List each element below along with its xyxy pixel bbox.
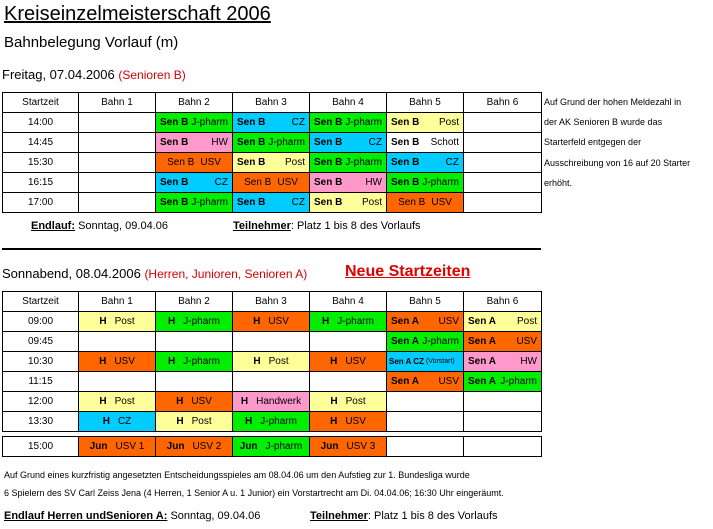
start-time: 14:00 [3, 113, 79, 133]
endlauf-label: Endlauf Herren undSenioren A: [4, 510, 168, 522]
lane-entry [312, 157, 384, 168]
header-startzeit: Startzeit [3, 93, 79, 113]
lane-entry [389, 137, 461, 148]
entry-club: J-pharm [345, 157, 382, 168]
lane-cell [79, 173, 156, 193]
lane-row [3, 173, 542, 193]
lane-entry [312, 356, 384, 367]
header-row [3, 93, 542, 113]
lane-entry [158, 197, 230, 208]
lane-entry [389, 357, 461, 366]
entry-club: USV [191, 396, 212, 407]
lane-entry [235, 356, 307, 367]
lane-cell [79, 133, 156, 153]
lane-cell [79, 392, 156, 412]
lane-cell [233, 392, 310, 412]
entry-group: H [99, 396, 107, 407]
entry-club: CZ [368, 137, 382, 148]
day1-heading [2, 67, 186, 82]
lane-cell [233, 133, 310, 153]
lane-entry [81, 356, 153, 367]
lane-cell [310, 412, 387, 432]
entry-group: Sen B [160, 137, 189, 148]
lane-entry [312, 117, 384, 128]
lane-cell [464, 173, 542, 193]
entry-club: USV [516, 336, 537, 347]
entry-group: H [330, 416, 338, 427]
teilnehmer-value: : Platz 1 bis 8 des Vorlaufs [367, 510, 498, 522]
header-bahn: Bahn 4 [310, 292, 387, 312]
entry-group: Sen A [391, 376, 419, 387]
header-bahn: Bahn 6 [464, 93, 542, 113]
lane-entry [312, 416, 384, 427]
lane-entry [312, 316, 384, 327]
lane-entry [158, 137, 230, 148]
lane-cell [464, 193, 542, 213]
entry-group: Sen A [391, 316, 419, 327]
lane-entry [158, 316, 230, 327]
lane-cell [79, 332, 156, 352]
entry-group: H [322, 316, 330, 327]
entry-group: Sen B [237, 117, 266, 128]
junior-lane-table [2, 436, 542, 457]
entry-club: USV [345, 416, 366, 427]
header-startzeit: Startzeit [3, 292, 79, 312]
entry-club: Post [345, 396, 366, 407]
lane-cell [156, 133, 233, 153]
lane-cell [310, 113, 387, 133]
lane-entry [466, 376, 539, 387]
lane-cell [310, 352, 387, 372]
lane-entry [158, 416, 230, 427]
lane-cell [310, 312, 387, 332]
entry-club: J-pharm [422, 177, 459, 188]
day1-group: (Senioren B) [118, 68, 186, 82]
entry-group: H [99, 316, 107, 327]
lane-entry [312, 396, 384, 407]
lane-cell [79, 437, 156, 457]
entry-club: CZ [214, 177, 228, 188]
entry-club: J-pharm [500, 376, 537, 387]
entry-group: Sen B [314, 197, 343, 208]
entry-club: Post [114, 316, 135, 327]
lane-cell [156, 412, 233, 432]
header-bahn: Bahn 2 [156, 93, 233, 113]
header-bahn: Bahn 4 [310, 93, 387, 113]
entry-club: USV [277, 177, 298, 188]
lane-cell [79, 352, 156, 372]
sidenote-line: Ausschreibung von 16 auf 20 Starter [544, 157, 691, 168]
lane-entry [389, 177, 461, 188]
lane-cell [79, 412, 156, 432]
lane-cell [156, 173, 233, 193]
entry-club: USV [438, 376, 459, 387]
lane-cell [387, 372, 464, 392]
lane-cell [79, 113, 156, 133]
endlauf-value: Sonntag, 09.04.06 [78, 220, 168, 232]
entry-group: H [168, 316, 176, 327]
entry-club: USV 1 [115, 441, 145, 452]
header-bahn: Bahn 1 [79, 93, 156, 113]
entry-group: Jun [89, 441, 108, 452]
day1-teilnehmer [233, 220, 421, 232]
lane-entry [235, 117, 307, 128]
lane-cell [156, 113, 233, 133]
entry-group: Sen B [314, 137, 343, 148]
lane-cell [464, 312, 542, 332]
teilnehmer-value: : Platz 1 bis 8 des Vorlaufs [290, 220, 421, 232]
header-bahn: Bahn 5 [387, 93, 464, 113]
entry-club: J-pharm [183, 316, 220, 327]
entry-club: J-pharm [268, 137, 305, 148]
entry-club: USV [431, 197, 452, 208]
entry-club: Post [438, 117, 459, 128]
lane-cell [233, 193, 310, 213]
entry-group: H [176, 396, 184, 407]
day2-heading [2, 266, 307, 281]
lane-cell [156, 437, 233, 457]
entry-group: H [253, 356, 261, 367]
lane-cell [464, 392, 542, 412]
lane-entry [81, 396, 153, 407]
day1-lane-table [2, 92, 542, 213]
header-bahn: Bahn 5 [387, 292, 464, 312]
day2-teilnehmer [310, 510, 498, 522]
entry-group: Sen B [314, 157, 343, 168]
entry-club: CZ [291, 197, 305, 208]
lane-row [3, 153, 542, 173]
entry-club: Post [361, 197, 382, 208]
entry-club: USV [114, 356, 135, 367]
day2-lane-table [2, 291, 542, 432]
entry-group: Sen B [244, 177, 272, 188]
entry-group: Sen A [391, 336, 419, 347]
entry-group: Jun [166, 441, 185, 452]
lane-cell [310, 133, 387, 153]
entry-group: Sen A CZ [389, 357, 424, 366]
lane-entry [81, 416, 153, 427]
lane-cell [310, 332, 387, 352]
lane-cell [464, 372, 542, 392]
start-time: 11:15 [3, 372, 79, 392]
entry-club: USV [200, 157, 221, 168]
lane-cell [156, 312, 233, 332]
lane-entry [466, 336, 539, 347]
day2-date: Sonnabend, 08.04.2006 [2, 266, 141, 281]
lane-cell [464, 133, 542, 153]
entry-group: Sen B [237, 197, 266, 208]
lane-row [3, 193, 542, 213]
lane-cell [310, 437, 387, 457]
entry-group: H [176, 416, 184, 427]
entry-group: Sen A [468, 356, 496, 367]
entry-club: CZ [445, 157, 459, 168]
entry-group: Sen B [167, 157, 195, 168]
lane-cell [310, 153, 387, 173]
entry-club: Post [268, 356, 289, 367]
start-time: 14:45 [3, 133, 79, 153]
entry-group: Sen B [391, 157, 420, 168]
lane-entry [81, 441, 153, 452]
sidenote-line: erhöht. [544, 177, 573, 188]
entry-group: Sen B [237, 137, 266, 148]
new-start-times-notice: Neue Startzeiten [345, 263, 471, 280]
entry-group: Sen B [314, 177, 343, 188]
lane-cell [464, 352, 542, 372]
lane-entry [158, 356, 230, 367]
entry-club: USV [345, 356, 366, 367]
lane-cell [464, 437, 542, 457]
lane-cell [310, 193, 387, 213]
lane-cell [310, 173, 387, 193]
lane-cell [387, 352, 464, 372]
lane-entry [81, 316, 153, 327]
entry-club: USV 2 [192, 441, 222, 452]
lane-cell [156, 392, 233, 412]
entry-club: HW [520, 356, 537, 367]
header-bahn: Bahn 3 [233, 93, 310, 113]
lane-cell [156, 332, 233, 352]
note-line: 6 Spielern des SV Carl Zeiss Jena (4 Herren, 1 Senior A u. 1 Junior) ein Vorstartrecht am Di. 04.04.06; 16:30 Uhr eingeräumt. [4, 488, 504, 498]
lane-row [3, 372, 542, 392]
entry-group: H [240, 396, 249, 407]
lane-row [3, 133, 542, 153]
lane-entry [158, 177, 230, 188]
endlauf-label: Endlauf: [31, 220, 75, 232]
lane-cell [387, 153, 464, 173]
lane-row [3, 332, 542, 352]
entry-group: Sen A [468, 376, 496, 387]
lane-entry [235, 177, 307, 188]
lane-entry [466, 356, 539, 367]
lane-entry [235, 157, 307, 168]
entry-group: H [253, 316, 261, 327]
entry-club: (Vorstart) [425, 358, 455, 365]
entry-club: J-pharm [422, 336, 459, 347]
entry-group: Sen B [160, 117, 189, 128]
start-time: 17:00 [3, 193, 79, 213]
entry-group: Sen A [468, 336, 496, 347]
lane-cell [233, 153, 310, 173]
start-time: 15:30 [3, 153, 79, 173]
day2-group: (Herren, Junioren, Senioren A) [144, 267, 308, 281]
lane-cell [233, 412, 310, 432]
lane-cell [387, 173, 464, 193]
lane-entry [235, 197, 307, 208]
entry-club: J-pharm [337, 316, 374, 327]
entry-club: Post [114, 396, 135, 407]
lane-entry [312, 177, 384, 188]
entry-group: H [99, 356, 107, 367]
entry-group: Sen A [468, 316, 496, 327]
lane-entry [235, 416, 307, 427]
lane-cell [156, 193, 233, 213]
lane-entry [389, 117, 461, 128]
entry-group: Sen B [391, 117, 420, 128]
entry-group: H [102, 416, 110, 427]
entry-club: Handwerk [256, 396, 302, 407]
entry-group: Jun [239, 441, 258, 452]
lane-row [3, 352, 542, 372]
entry-group: Sen B [391, 137, 420, 148]
entry-group: H [330, 356, 338, 367]
entry-club: J-pharm [191, 197, 228, 208]
lane-cell [387, 412, 464, 432]
day2-notes [4, 466, 504, 502]
entry-club: Post [191, 416, 212, 427]
lane-cell [387, 113, 464, 133]
entry-group: Sen B [160, 177, 189, 188]
entry-club: HW [365, 177, 382, 188]
entry-group: H [245, 416, 253, 427]
entry-club: J-pharm [345, 117, 382, 128]
start-time: 10:30 [3, 352, 79, 372]
lane-cell [156, 352, 233, 372]
lane-row [3, 392, 542, 412]
lane-cell [387, 437, 464, 457]
day1-endlauf [31, 220, 168, 232]
lane-cell [79, 372, 156, 392]
lane-entry [158, 117, 230, 128]
lane-cell [464, 412, 542, 432]
start-time: 09:00 [3, 312, 79, 332]
start-time: 13:30 [3, 412, 79, 432]
lane-entry [389, 376, 461, 387]
teilnehmer-label: Teilnehmer [310, 510, 368, 522]
header-bahn: Bahn 2 [156, 292, 233, 312]
page-title: Kreiseinzelmeisterschaft 2006 [4, 3, 271, 25]
day1-sidenote [544, 92, 690, 193]
lane-entry [466, 316, 539, 327]
lane-cell [387, 312, 464, 332]
lane-cell [233, 312, 310, 332]
entry-group: Sen B [314, 117, 343, 128]
lane-cell [79, 312, 156, 332]
lane-cell [387, 392, 464, 412]
lane-cell [387, 332, 464, 352]
entry-club: CZ [291, 117, 305, 128]
day2-endlauf [4, 510, 260, 522]
lane-entry [389, 157, 461, 168]
lane-cell [233, 332, 310, 352]
lane-cell [233, 113, 310, 133]
section-divider [2, 248, 541, 250]
lane-cell [156, 153, 233, 173]
lane-entry [235, 316, 307, 327]
start-time: 12:00 [3, 392, 79, 412]
lane-cell [233, 437, 310, 457]
lane-entry [312, 197, 384, 208]
lane-entry [389, 197, 461, 208]
entry-club: HW [211, 137, 228, 148]
entry-group: Sen B [160, 197, 189, 208]
lane-entry [158, 441, 230, 452]
lane-entry [389, 336, 461, 347]
entry-club: J-pharm [191, 117, 228, 128]
entry-group: H [168, 356, 176, 367]
entry-group: Sen B [398, 197, 426, 208]
entry-club: USV [438, 316, 459, 327]
sidenote-line: Auf Grund der hohen Meldezahl in [544, 97, 682, 107]
lane-row [3, 312, 542, 332]
header-bahn: Bahn 6 [464, 292, 542, 312]
endlauf-value: Sonntag, 09.04.06 [170, 510, 261, 522]
lane-cell [233, 173, 310, 193]
lane-cell [233, 372, 310, 392]
lane-row [3, 437, 542, 457]
entry-group: Jun [320, 441, 339, 452]
entry-club: J-pharm [260, 416, 297, 427]
lane-cell [156, 372, 233, 392]
lane-cell [79, 153, 156, 173]
lane-cell [464, 153, 542, 173]
header-bahn: Bahn 1 [79, 292, 156, 312]
lane-entry [235, 396, 307, 407]
header-row [3, 292, 542, 312]
lane-entry [235, 137, 307, 148]
entry-club: USV [268, 316, 289, 327]
page-subtitle: Bahnbelegung Vorlauf (m) [4, 34, 179, 51]
start-time: 15:00 [3, 437, 79, 457]
lane-cell [310, 392, 387, 412]
lane-entry [389, 316, 461, 327]
entry-group: Sen B [237, 157, 266, 168]
entry-group: Sen B [391, 177, 420, 188]
lane-cell [79, 193, 156, 213]
lane-entry [312, 441, 384, 452]
start-time: 09:45 [3, 332, 79, 352]
entry-club: USV 3 [346, 441, 376, 452]
sidenote-line: Starterfeld entgegen der [544, 137, 642, 148]
lane-cell [387, 193, 464, 213]
entry-club: J-pharm [265, 441, 303, 452]
entry-club: Schott [430, 137, 459, 148]
entry-club: Post [284, 157, 305, 168]
entry-club: Post [516, 316, 537, 327]
lane-cell [310, 372, 387, 392]
entry-group: H [330, 396, 338, 407]
lane-row [3, 412, 542, 432]
lane-entry [158, 157, 230, 168]
lane-cell [233, 352, 310, 372]
entry-club: CZ [117, 416, 132, 427]
header-bahn: Bahn 3 [233, 292, 310, 312]
lane-row [3, 113, 542, 133]
lane-entry [312, 137, 384, 148]
teilnehmer-label: Teilnehmer [233, 220, 291, 232]
lane-entry [235, 441, 307, 452]
day1-date: Freitag, 07.04.2006 [2, 67, 115, 82]
note-line: Auf Grund eines kurzfristig angesetzten Entscheidungsspieles am 08.04.06 um den Aufstieg zur 1. Bundesliga wurde [4, 470, 470, 480]
lane-cell [464, 332, 542, 352]
lane-cell [387, 133, 464, 153]
lane-cell [464, 113, 542, 133]
sidenote-line: der AK Senioren B wurde das [544, 117, 663, 128]
lane-entry [158, 396, 230, 407]
entry-club: J-pharm [183, 356, 220, 367]
start-time: 16:15 [3, 173, 79, 193]
